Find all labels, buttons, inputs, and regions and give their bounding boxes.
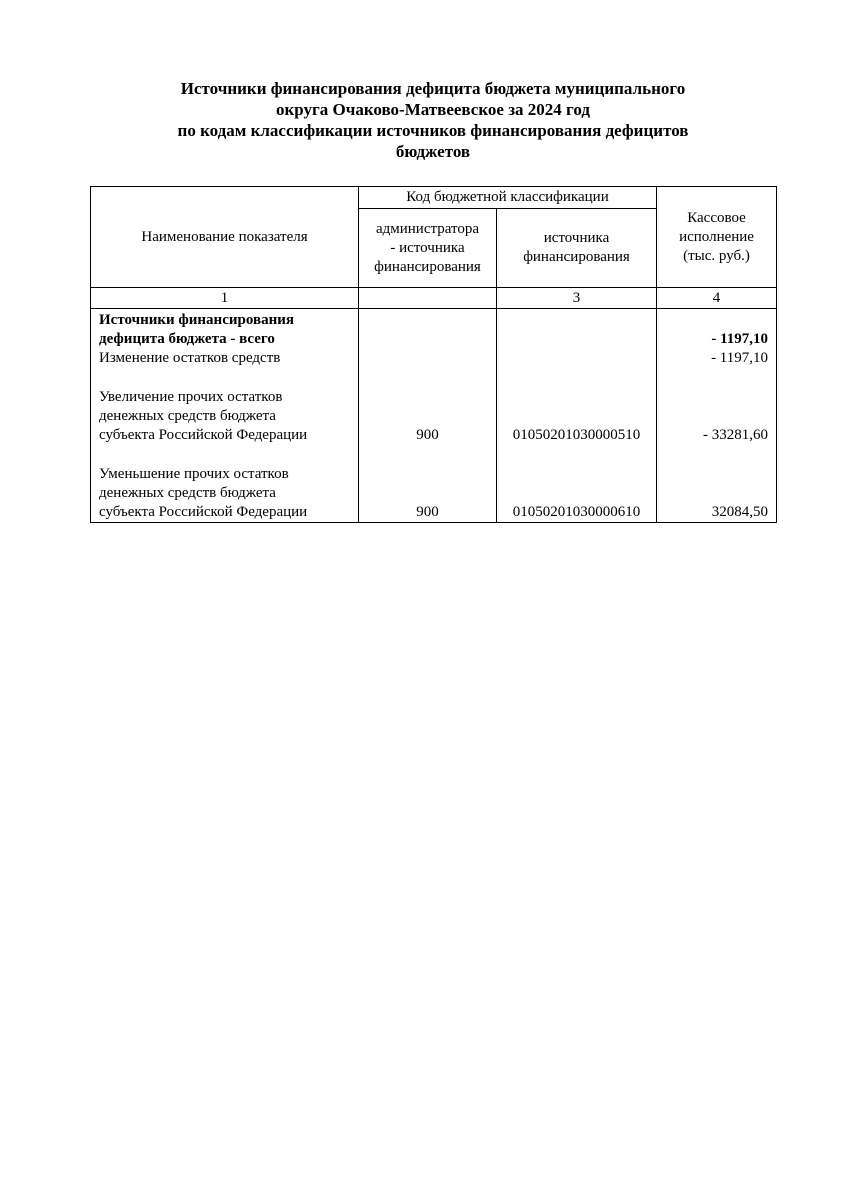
row-name-line: субъекта Российской Федерации — [99, 504, 308, 520]
title-line-1: Источники финансирования дефицита бюджета муниципального — [180, 79, 686, 98]
row-name-line: Уменьшение прочих остатков — [99, 466, 289, 482]
row-name-line: Изменение остатков средств — [99, 350, 281, 366]
row-source-code: 01050201030000610 — [512, 504, 641, 520]
title-line-2: округа Очаково-Матвеевское за 2024 год — [276, 100, 590, 119]
row-name-line: денежных средств бюджета — [99, 485, 276, 501]
source-codes-cell — [497, 309, 657, 523]
title-line-4: бюджетов — [395, 142, 471, 161]
row-value: - 33281,60 — [703, 427, 769, 443]
row-value: 32084,50 — [711, 504, 769, 520]
header-source-code — [497, 209, 657, 288]
cash-execution-cell — [657, 309, 777, 523]
indicator-names-cell — [91, 309, 359, 523]
document-title — [90, 78, 776, 162]
header-administrator-line: администратора — [375, 220, 480, 237]
row-admin-code: 900 — [416, 427, 439, 443]
row-value-total: - 1197,10 — [711, 331, 769, 347]
header-administrator-line: - источника — [390, 239, 465, 256]
row-name-line: субъекта Российской Федерации — [99, 427, 308, 443]
row-name-line: Увеличение прочих остатков — [99, 389, 283, 405]
administrator-codes-cell — [359, 309, 497, 523]
row-admin-code: 900 — [416, 504, 439, 520]
column-number-row — [91, 288, 777, 309]
column-number-4: 4 — [657, 288, 777, 309]
header-cash-execution — [657, 187, 777, 288]
header-cash-execution-line: исполнение — [679, 228, 754, 245]
header-source-line: источника — [543, 230, 610, 246]
row-value: - 1197,10 — [711, 350, 769, 366]
row-source-code: 01050201030000510 — [512, 427, 641, 443]
column-number-1: 1 — [91, 288, 359, 309]
header-budget-classification-code: Код бюджетной классификации — [359, 187, 657, 209]
title-line-3: по кодам классификации источников финансирования дефицитов — [177, 121, 689, 140]
header-cash-execution-line: Кассовое — [687, 209, 746, 226]
column-number-2 — [359, 288, 497, 309]
header-source-line: финансирования — [523, 249, 630, 265]
header-cash-execution-line: (тыс. руб.) — [683, 247, 750, 264]
column-number-3: 3 — [497, 288, 657, 309]
financing-sources-table — [90, 186, 777, 523]
table-body-row — [91, 309, 777, 523]
header-administrator-line: финансирования — [374, 258, 481, 275]
row-name-line: денежных средств бюджета — [99, 408, 276, 424]
header-indicator-name: Наименование показателя — [91, 187, 359, 288]
row-name-line: дефицита бюджета - всего — [99, 331, 275, 347]
header-administrator-code — [359, 209, 497, 288]
row-name-line: Источники финансирования — [99, 312, 294, 328]
